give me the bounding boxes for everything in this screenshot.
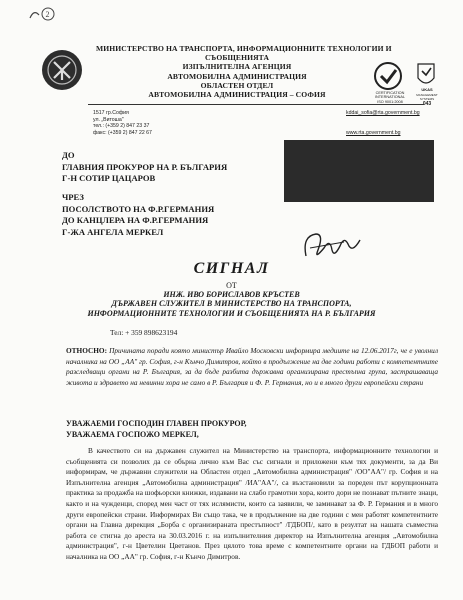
cert-text: CERTIFICATION (375, 91, 405, 95)
ukas-label: UKAS (421, 87, 433, 92)
recipient-line: ДО КАНЦЛЕРА НА Ф.Р.ГЕРМАНИЯ (62, 215, 209, 226)
recipient-line: ЧРЕЗ (62, 192, 84, 202)
document-title: СИГНАЛ (193, 260, 270, 277)
website-link[interactable]: www.rta.government.bg (346, 129, 401, 136)
recipient-line: Г-ЖА АНГЕЛА МЕРКЕЛ (62, 226, 164, 237)
header-rule (88, 104, 424, 105)
contact-block (346, 110, 420, 136)
ukas-sub: MANAGEMENT SYSTEMS (416, 92, 438, 102)
sender-phone: Тел: + 359 898623194 (110, 328, 178, 337)
recipient-line: Г-Н СОТИР ЦАЦАРОВ (62, 173, 156, 184)
ministry-logo (40, 48, 84, 92)
redacted-block (284, 140, 434, 202)
subject-paragraph (66, 346, 438, 388)
recipient-line: ПОСОЛСТВОТО НА Ф.Р.ГЕРМАНИЯ (62, 203, 215, 214)
svg-text:2: 2 (45, 10, 50, 19)
sender-line: ИНФОРМАЦИОННИТЕ ТЕХНОЛОГИИ И СЪОБЩЕНИЯТА НА Р. БЪЛГАРИЯ (87, 308, 376, 318)
header-line: ИЗПЪЛНИТЕЛНА АГЕНЦИЯ (182, 62, 292, 72)
header-line: ОБЛАСТЕН ОТДЕЛ (200, 80, 274, 90)
sender-block (0, 281, 463, 318)
recipient-block-1 (62, 150, 227, 185)
cert-text: ISO 9001:2008 (377, 99, 403, 104)
salutation-line: УВАЖАЕМА ГОСПОЖО МЕРКЕЛ, (66, 430, 199, 439)
address-line: ул. „Витоша" (93, 116, 124, 123)
header-line: АВТОМОБИЛНА АДМИНИСТРАЦИЯ – СОФИЯ (148, 90, 326, 100)
recipient-block-2 (62, 192, 214, 238)
handwritten-mark (28, 6, 58, 24)
email-link[interactable]: kddai_sofia@rta.government.bg (346, 110, 420, 116)
address-block (93, 110, 152, 136)
address-line: 1517 гр.София (93, 110, 129, 116)
cert-text: INTERNATIONAL (374, 95, 406, 100)
salutation-block (66, 418, 247, 440)
header-line: СЪОБЩЕНИЯТА (204, 53, 270, 63)
address-line: тел.: (+359 2) 847 23 37 (93, 123, 150, 130)
recipient-line: ДО (62, 150, 75, 160)
body-paragraph: В качеството си на държавен служител на Министерство на транспорта, информационните технологии и съобщенията си позволих да се обърна лично към Вас със сигнали и приложени към тях документи, за да Ви информирам, че държавни служители на Областен отдел „Автомобилна администрация" /ОО"АА"/ гр. София и на Изпълнителна агенция „Автомобилна администрация" /ИА"АА"/, са възстановили за пореден път корупционната практика за продажба на шофьорски книжки, издавани на слабо грамотни хора, които дори не познават пътните знаци, както и на чужденци, според мен част от тях ислямисти, които са заявили, че заминават за Ф. Р. Германия и в много други европейски страни. Информирах Ви също така, че в продължение на две години с мен работят компетентните органи на Главна дирекция „Борба с организираната престъпност" /ГДБОП/, като в резултат на нашата съвместна работа се стигна до ареста на 30.03.2016 г. на изпълнителния директор на Изпълнителна агенция „Автомобилна администрация", г-н Цветелин Цветанов. През цялото това време с компетентните органи на ГДБОП работи и началника на ОО „АА" гр. София, г-н Кънчо Димитров. (66, 446, 438, 561)
sender-line: ДЪРЖАВЕН СЛУЖИТЕЛ В МИНИСТЕРСТВО НА ТРАНСПОРТА, (111, 299, 352, 309)
header-line: АВТОМОБИЛНА АДМИНИСТРАЦИЯ (167, 71, 307, 81)
header-line: МИНИСТЕРСТВО НА ТРАНСПОРТА, ИНФОРМАЦИОННИТЕ ТЕХНОЛОГИИ И (96, 44, 392, 53)
subject-label: ОТНОСНО: (66, 346, 108, 355)
ukas-num: 043 (422, 100, 432, 107)
address-line: факс: (+359 2) 847 22 67 (93, 129, 152, 136)
recipient-line: ГЛАВНИЯ ПРОКУРОР НА Р. БЪЛГАРИЯ (62, 161, 228, 172)
subject-text: Причината поради която министър Ивайло Московски информира медиите на 12.06.2017г, че е уволнил началника на ОО „АА" гр. София, г-н Кънчо Димитров, който в продължение на две години работи с компетентните разследващи органи на Р. България, за да бъде разбита държавна организирана престъпна група, застрашаваща живота и здравето на невинни хора не само в Р. България и Ф. Р. Германия, но и в много други европейски страни (66, 346, 439, 387)
salutation-line: УВАЖАЕМИ ГОСПОДИН ГЛАВЕН ПРОКУРОР, (66, 419, 247, 428)
sender-from: ОТ (226, 281, 237, 290)
sender-name: ИНЖ. ИВО БОРИСЛАВОВ КРЪСТЕВ (163, 290, 300, 300)
